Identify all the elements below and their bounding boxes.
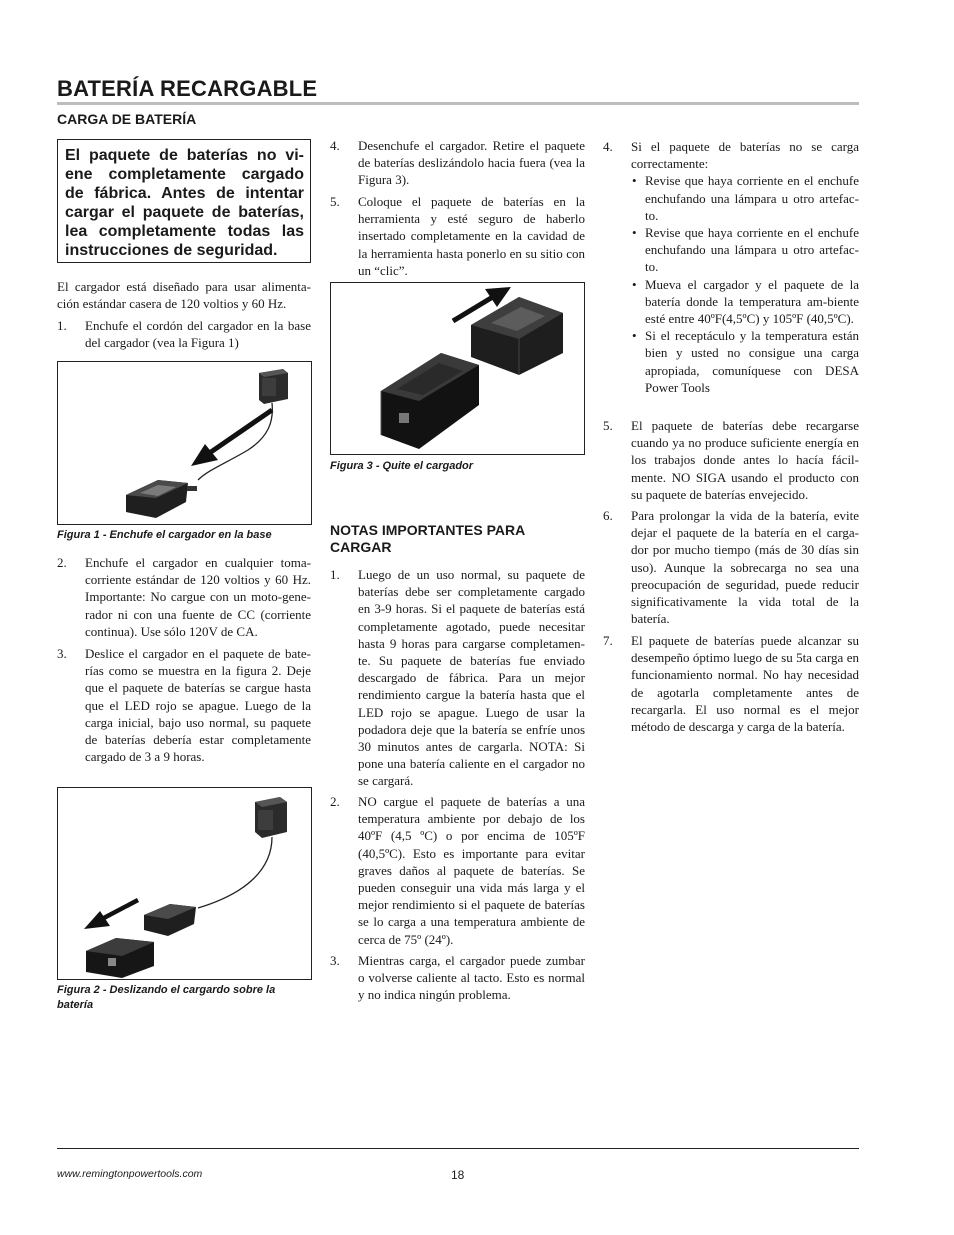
note-text: Para prolongar la vida de la batería, evite dejar el paquete de la batería en el carga-dor por mucho tiempo (más de 30 días sin uso). Aunque la sobrecarga no sea una preocupación de seguridad, puede reducir significativamente la vida total de la batería. [631, 508, 859, 627]
charger-plug-illustration [58, 362, 311, 524]
step-number: 4. [330, 138, 340, 153]
figure-2-caption: Figura 2 - Deslizando el cargardo sobre la batería [57, 984, 276, 1011]
wall-adapter-icon [255, 797, 287, 838]
step-number: 5. [330, 194, 340, 209]
note-number: 2. [330, 794, 340, 809]
page-number: 18 [451, 1168, 465, 1182]
note-text: Luego de un uso normal, su paquete de baterías debe ser completamente cargado en 3-9 horas. Si el paquete de baterías está completamente agotado, puede necesitar hasta 9 horas para cargarse completamen-te. Su paquete de baterías fue enviado descargado de fábrica. Para un mejor rendimiento cargue la batería hasta que el LED rojo se apague. Luego de usar la podadora deje que la batería se enfríe unos 30 minutos antes de cargarla. NOTA: Si pone una batería caliente en el cargador no se cargará. [358, 567, 585, 789]
battery-pack-icon [86, 938, 154, 978]
footer-rule [57, 1148, 859, 1149]
note-text: Mientras carga, el cargador puede zumbar o volverse caliente al tacto. Esto es normal y no indica ningún problema. [358, 953, 585, 1003]
remove-charger-illustration [331, 283, 584, 454]
page-title: BATERÍA RECARGABLE [57, 76, 318, 101]
note-number: 3. [330, 953, 340, 968]
note-text: Si el paquete de baterías no se carga correctamente: [631, 139, 859, 172]
section-heading: CARGA DE BATERÍA [57, 111, 197, 127]
step-text: Deslice el cargador en el paquete de bate-rías como se muestra en la figura 2. Deje que el paquete de baterías se cargue hasta que el LED rojo se apague. Luego de la carga inicial, bajo uso normal, su paquete de baterías debería estar completamente cargado de 3 a 9 horas. [85, 646, 311, 765]
notes-heading: NOTAS IMPORTANTES PARA CARGAR [330, 522, 525, 555]
charger-base-icon [126, 480, 197, 518]
figure-3 [330, 282, 585, 455]
battery-pack-icon [381, 353, 479, 449]
charger-icon [471, 297, 563, 375]
title-rule [57, 102, 859, 105]
note-text: El paquete de baterías puede alcanzar su desempeño óptimo luego de su 5ta carga en funcionamiento normal. No hay necesidad de agotarla completamente antes de recargarla. El uso normal es el mejor método de descarga y carga de la batería. [631, 633, 859, 735]
note-number: 1. [330, 567, 340, 582]
note-text: NO cargue el paquete de baterías a una temperatura ambiente por debajo de los 40ºF (4,5 ºC) o por encima de 105ºF (40,5ºC). Esto es importante para evitar graves daños al paquete de baterías. Se pueden conseguir una vida más larga y el mejor rendimiento si el paquete de baterías se lo carga a una temperatura ambiente de cerca de 75º (24º). [358, 794, 585, 947]
bullet-item: • Revise que haya corriente en el enchufe enchufando una lámpara u otro artefac-to. [631, 224, 859, 276]
wall-adapter-icon [259, 369, 288, 404]
charger-base-icon [144, 904, 196, 936]
figure-2 [57, 787, 312, 980]
note-text: El paquete de baterías debe recargarse cuando ya no produce suficiente energía en los trabajos donde antes lo hacía fácil-mente. NO SIGA usando el producto con su paquete de baterías envejecido. [631, 418, 859, 502]
note-number: 7. [603, 633, 613, 648]
bullet-item: • Si el receptáculo y la temperatura están bien y usted no consigue una carga apropiada, comuníquese con DESA Power Tools [631, 327, 859, 396]
step-text: Desenchufe el cargador. Retire el paquete de baterías deslizándolo hacia fuera (vea la Figura 3). [358, 138, 585, 188]
step-number: 2. [57, 555, 67, 570]
footer-url[interactable]: www.remingtonpowertools.com [57, 1168, 203, 1180]
intro-paragraph: El cargador está diseñado para usar alimenta-ción estándar casera de 120 voltios y 60 Hz. [57, 279, 311, 312]
step-text: Enchufe el cargador en cualquier toma-corriente estándar de 120 voltios y 60 Hz. Importante: No cargue con un moto-gene-rador ni con una fuente de CC (corriente continua). Use sólo 120V de CA. [85, 555, 311, 639]
step-number: 3. [57, 646, 67, 661]
step-text: Enchufe el cordón del cargador en la base del cargador (vea la Figura 1) [85, 318, 311, 351]
bullet-item: • Mueva el cargador y el paquete de la batería donde la temperatura am-biente esté entre 40ºF(4,5ºC) y 105ºF (40,5ºC). [631, 276, 859, 328]
note-number: 6. [603, 508, 613, 523]
figure-3-caption: Figura 3 - Quite el cargador [330, 460, 474, 472]
step-text: Coloque el paquete de baterías en la herramienta y esté seguro de haberlo insertado completamente en la cavidad de la herramienta hasta ponerlo en su sitio con un “clic”. [358, 194, 585, 278]
figure-1 [57, 361, 312, 525]
note-4-bullet-list [631, 172, 859, 396]
charger-slide-illustration [58, 788, 311, 979]
note-number: 5. [603, 418, 613, 433]
warning-box: El paquete de baterías no vi-ene completamente cargado de fábrica. Antes de intentar cargar el paquete de baterías, lea completamente todas las instrucciones de seguridad. [57, 139, 311, 263]
figure-1-caption: Figura 1 - Enchufe el cargador en la base [57, 529, 272, 541]
note-number: 4. [603, 139, 613, 154]
step-number: 1. [57, 318, 67, 333]
bullet-item: • Revise que haya corriente en el enchufe enchufando una lámpara u otro artefac-to. [631, 172, 859, 224]
